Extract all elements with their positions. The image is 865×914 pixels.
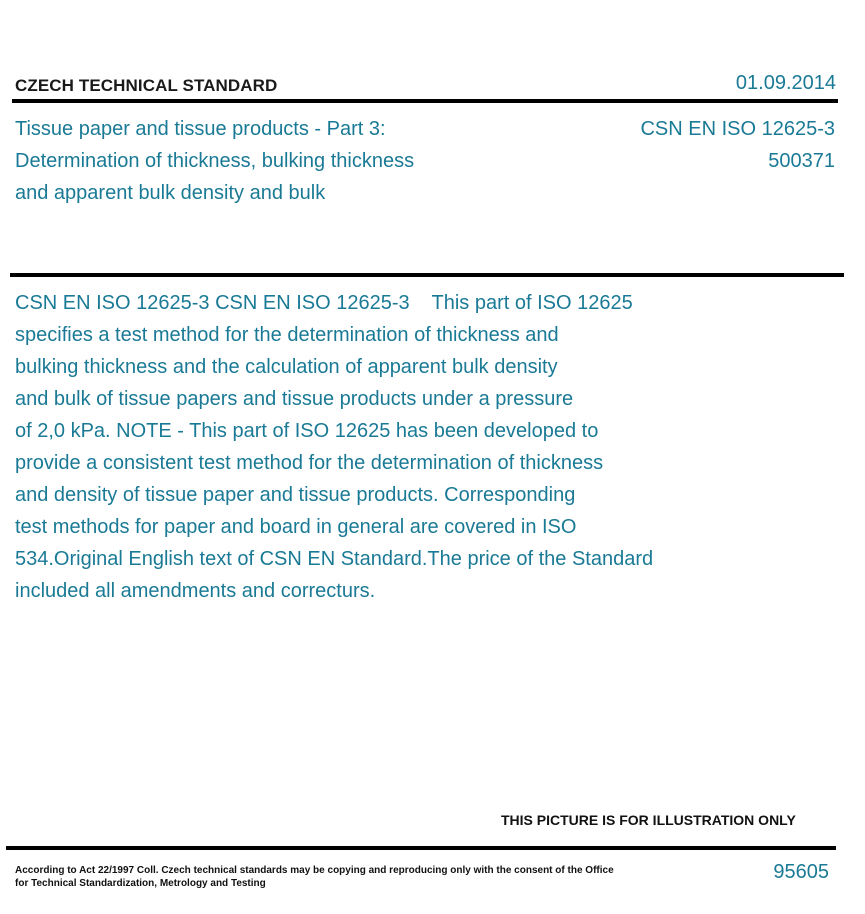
description-line: included all amendments and correcturs. — [15, 580, 376, 602]
title-line: Tissue paper and tissue products - Part 3: — [15, 118, 386, 140]
document-type-label: CZECH TECHNICAL STANDARD — [15, 76, 278, 95]
legal-line: According to Act 22/1997 Coll. Czech technical standards may be copying and reproducing only with the consent of the Office — [15, 865, 614, 876]
description-line: test methods for paper and board in general are covered in ISO — [15, 516, 577, 538]
description-line: 534.Original English text of CSN EN Standard.The price of the Standard — [15, 548, 654, 570]
standard-codes — [640, 113, 835, 177]
description-line: of 2,0 kPa. NOTE - This part of ISO 12625 has been developed to — [15, 420, 599, 442]
description-line: and bulk of tissue papers and tissue products under a pressure — [15, 388, 574, 410]
publication-date: 01.09.2014 — [735, 72, 836, 94]
standard-description — [15, 287, 735, 607]
description-line: provide a consistent test method for the determination of thickness — [15, 452, 604, 474]
description-line: bulking thickness and the calculation of apparent bulk density — [15, 356, 558, 378]
illustration-notice: THIS PICTURE IS FOR ILLUSTRATION ONLY — [501, 812, 796, 828]
standard-title — [15, 113, 414, 209]
catalog-number: 95605 — [773, 861, 829, 883]
legal-line: for Technical Standardization, Metrology and Testing — [15, 878, 266, 889]
standard-code: CSN EN ISO 12625-3 — [640, 118, 835, 140]
title-line: and apparent bulk density and bulk — [15, 182, 326, 204]
description-line: specifies a test method for the determination of thickness and — [15, 324, 559, 346]
top-divider — [12, 99, 838, 103]
description-line: CSN EN ISO 12625-3 CSN EN ISO 12625-3 This part of ISO 12625 — [15, 292, 633, 314]
title-line: Determination of thickness, bulking thickness — [15, 150, 415, 172]
classification-number: 500371 — [768, 150, 835, 172]
middle-divider — [10, 273, 844, 277]
legal-notice — [15, 864, 614, 890]
description-line: and density of tissue paper and tissue products. Corresponding — [15, 484, 576, 506]
bottom-divider — [6, 846, 836, 850]
